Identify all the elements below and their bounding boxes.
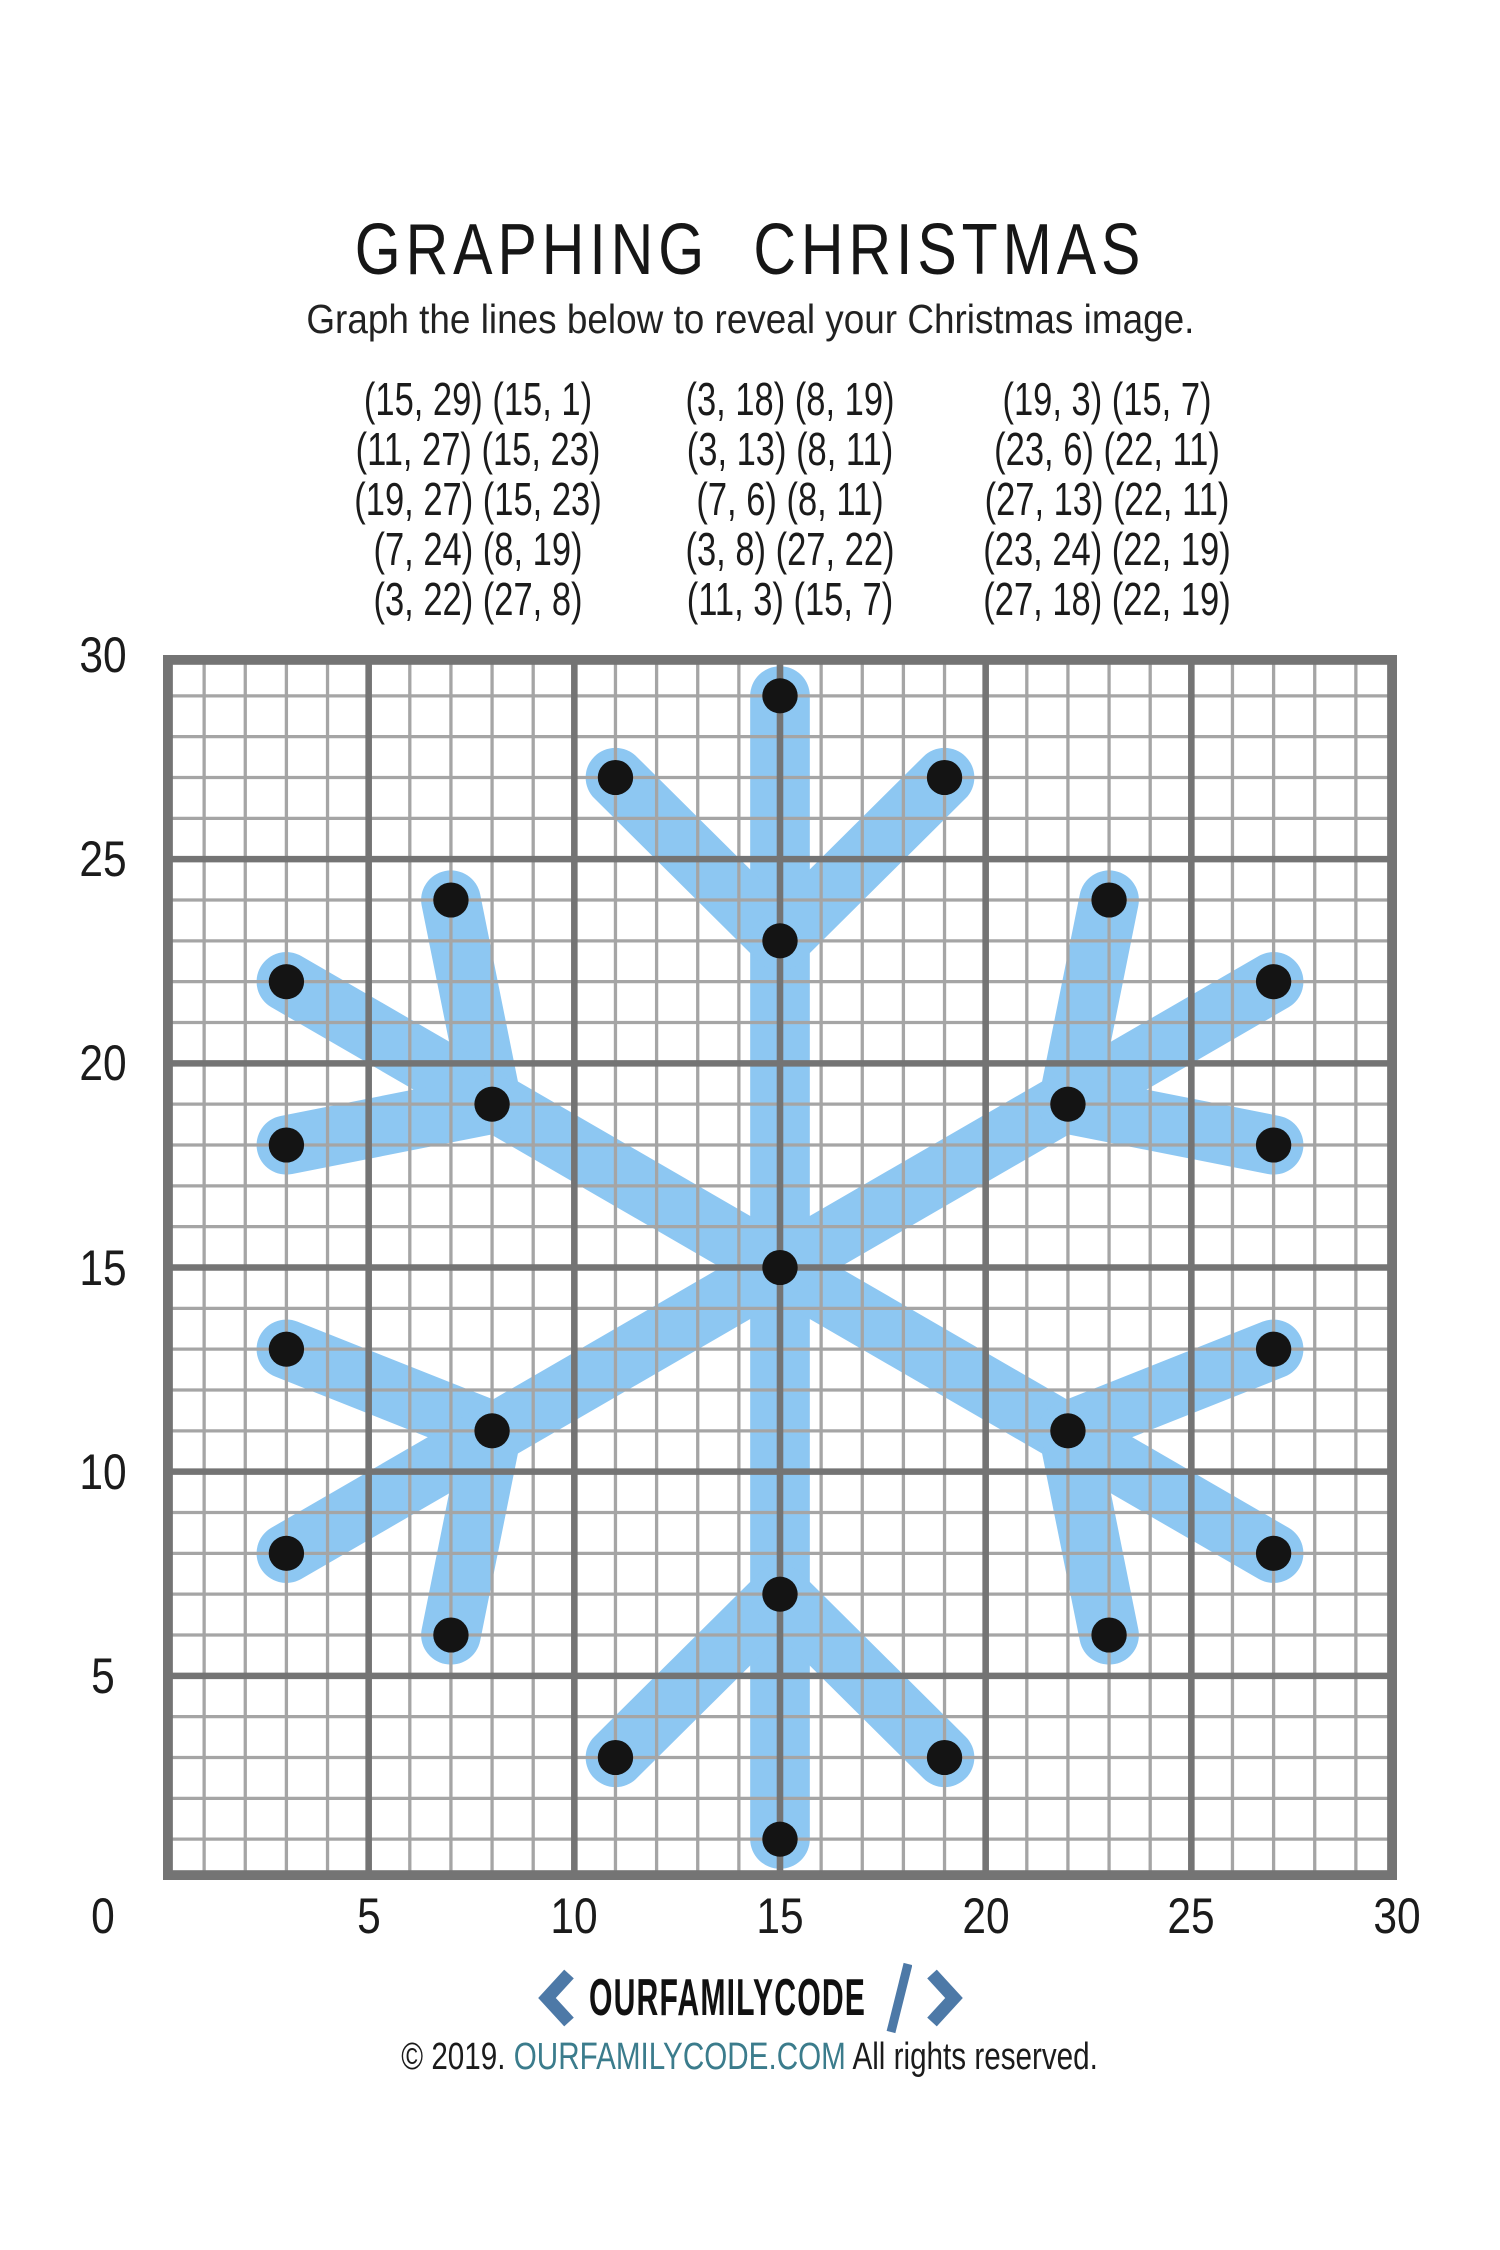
coordinate-pair: (3, 18) (8, 19) [685, 373, 895, 425]
point-dot [269, 1127, 304, 1162]
coordinate-pair: (7, 6) (8, 11) [696, 473, 884, 525]
point-dot [927, 1740, 962, 1775]
coordinate-pair: (15, 29) (15, 1) [363, 373, 593, 425]
snowflake-segment [286, 1104, 492, 1145]
coordinate-pair: (3, 22) (27, 8) [373, 573, 583, 625]
point-dot [1256, 964, 1291, 999]
page-title-text: GRAPHING CHRISTMAS [354, 210, 1146, 290]
y-tick-label: 20 [79, 1035, 127, 1092]
snowflake-segment [1068, 900, 1109, 1104]
point-dot [269, 1536, 304, 1571]
x-tick-label: 25 [1167, 1888, 1215, 1944]
coordinate-column-2 [685, 374, 894, 624]
point-dot [762, 678, 797, 713]
logo-text-box [589, 1966, 873, 2030]
copyright-line [0, 2034, 1500, 2088]
y-tick-label: 25 [79, 831, 127, 888]
point-dot [762, 1822, 797, 1857]
snowflake-segment [1068, 1431, 1109, 1635]
origin-tick-label: 0 [91, 1888, 115, 1944]
point-dot [474, 1087, 509, 1122]
logo-text: OURFAMILYCODE [588, 1969, 866, 2027]
coordinate-pair: (7, 24) (8, 19) [373, 523, 583, 575]
x-tick-label: 15 [756, 1888, 804, 1944]
page-subtitle [0, 296, 1500, 352]
coordinate-pair: (3, 13) (8, 11) [686, 423, 894, 475]
point-dot [1091, 1617, 1126, 1652]
coordinate-pair: (27, 13) (22, 11) [984, 473, 1230, 525]
point-dot [1256, 1127, 1291, 1162]
point-dot [433, 1617, 468, 1652]
point-dot [269, 964, 304, 999]
x-tick-label: 30 [1373, 1888, 1421, 1944]
copyright-site-link: OURFAMILYCODE.COM [514, 2036, 847, 2078]
point-dot [1256, 1536, 1291, 1571]
coordinate-pair: (23, 24) (22, 19) [983, 523, 1231, 575]
point-dot [762, 923, 797, 958]
coordinate-pair: (3, 8) (27, 22) [685, 523, 895, 575]
slash-icon [886, 1960, 912, 2036]
snowflake-segment [1068, 1104, 1274, 1145]
y-tick-label: 5 [91, 1647, 115, 1704]
coordinate-pair: (19, 27) (15, 23) [354, 473, 602, 525]
point-dot [598, 1740, 633, 1775]
ourfamilycode-logo [0, 1960, 1500, 2036]
point-dot [762, 1577, 797, 1612]
coordinate-grid [163, 655, 1397, 1880]
point-dot [598, 760, 633, 795]
coordinate-column-1 [354, 374, 601, 624]
coordinate-pair: (23, 6) (22, 11) [994, 423, 1220, 475]
y-tick-label: 10 [79, 1443, 127, 1500]
point-dot [762, 1250, 797, 1285]
y-tick-label: 15 [79, 1239, 127, 1296]
chevron-left-icon [538, 1967, 576, 2029]
point-dot [433, 882, 468, 917]
point-dot [1050, 1413, 1085, 1448]
copyright-text [402, 2034, 1099, 2080]
point-dot [1256, 1332, 1291, 1367]
coordinate-pair: (19, 3) (15, 7) [1002, 373, 1212, 425]
copyright-prefix: © 2019. [401, 2036, 515, 2078]
point-dot [927, 760, 962, 795]
point-dot [1091, 882, 1126, 917]
chevron-right-icon [925, 1967, 963, 2029]
coordinate-pair: (27, 18) (22, 19) [983, 573, 1231, 625]
point-dot [474, 1413, 509, 1448]
point-dot [269, 1332, 304, 1367]
copyright-suffix: All rights reserved. [846, 2036, 1099, 2078]
coordinate-pair: (11, 27) (15, 23) [355, 423, 601, 475]
x-tick-label: 10 [550, 1888, 598, 1944]
page-subtitle-text: Graph the lines below to reveal your Christmas image. [305, 296, 1195, 342]
x-tick-label: 20 [962, 1888, 1010, 1944]
coordinate-pair: (11, 3) (15, 7) [686, 573, 894, 625]
y-tick-label: 30 [79, 627, 127, 683]
x-tick-label: 5 [356, 1888, 381, 1944]
point-dot [1050, 1087, 1085, 1122]
page-title [0, 210, 1500, 306]
coordinate-column-3 [983, 374, 1230, 624]
